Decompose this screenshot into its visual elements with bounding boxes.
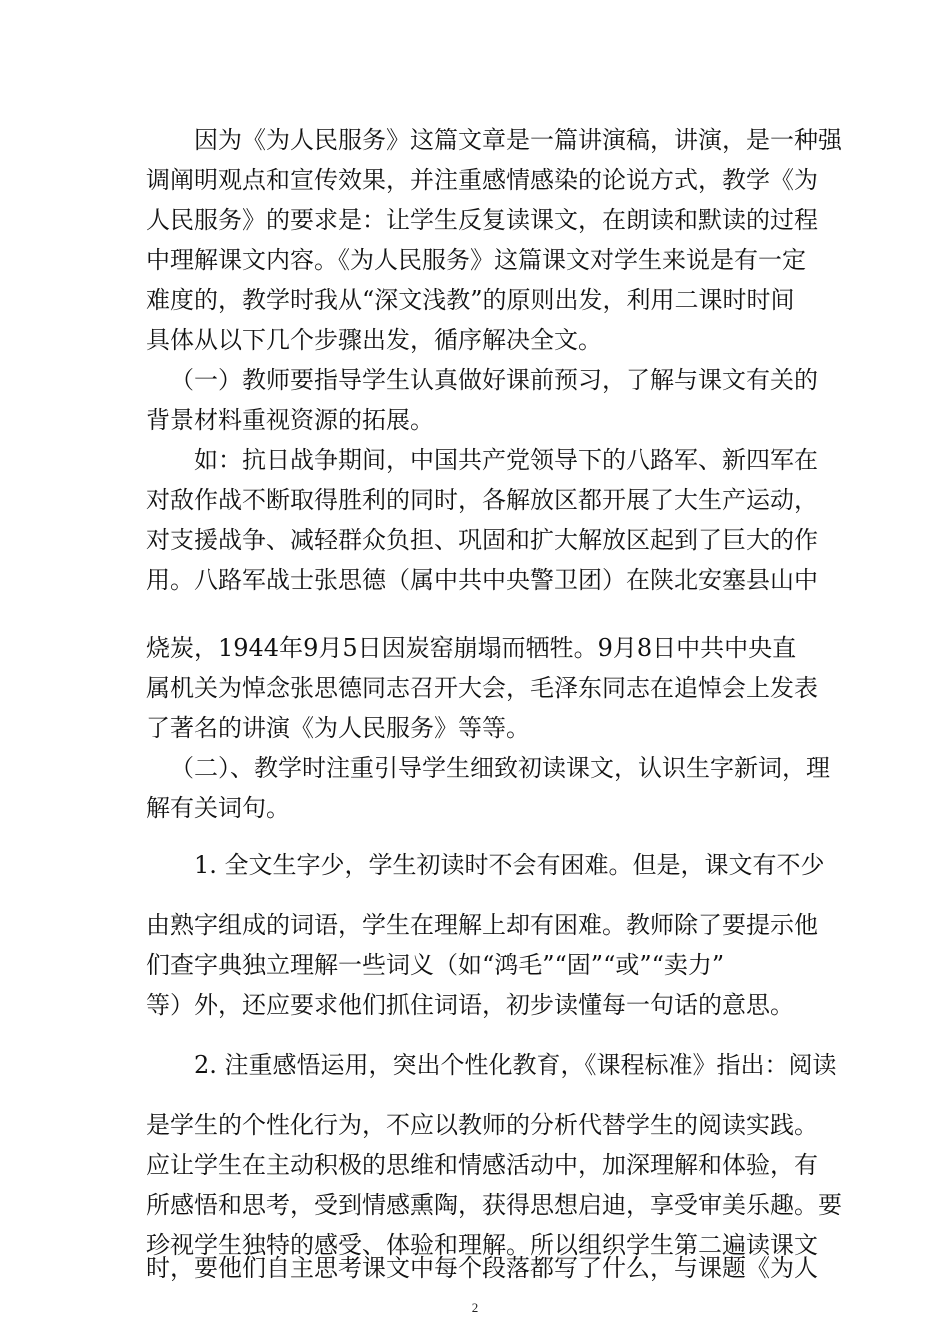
text-line: 2. 注重感悟运用，突出个性化教育，《课程标准》指出：阅读 bbox=[146, 1051, 837, 1079]
text-line: （一）教师要指导学生认真做好课前预习，了解与课文有关的 bbox=[170, 366, 818, 394]
page-number: 2 bbox=[471, 1300, 479, 1315]
text-line: 是学生的个性化行为，不应以教师的分析代替学生的阅读实践。 bbox=[146, 1111, 818, 1139]
text-line: 1. 全文生字少，学生初读时不会有困难。但是，课文有不少 bbox=[146, 851, 825, 879]
text-line: 具体从以下几个步骤出发，循序解决全文。 bbox=[146, 326, 602, 354]
text-line: 了著名的讲演《为人民服务》等等。 bbox=[146, 714, 530, 742]
text-line: 时，要他们自主思考课文中每个段落都写了什么，与课题《为人 bbox=[146, 1254, 818, 1282]
text-line: 用。八路军战士张思德（属中共中央警卫团）在陕北安塞县山中 bbox=[146, 566, 818, 594]
text-line: 解有关词句。 bbox=[146, 794, 290, 822]
text-line: 由熟字组成的词语，学生在理解上却有困难。教师除了要提示他 bbox=[146, 911, 818, 939]
text-line: 对敌作战不断取得胜利的同时，各解放区都开展了大生产运动， bbox=[146, 486, 818, 514]
text-line: 人民服务》的要求是：让学生反复读课文，在朗读和默读的过程 bbox=[146, 206, 818, 234]
text-line: 调阐明观点和宣传效果，并注重感情感染的论说方式，教学《为 bbox=[146, 166, 818, 194]
text-line: （二）、教学时注重引导学生细致初读课文，认识生字新词，理 bbox=[170, 754, 830, 782]
text-line: 等）外，还应要求他们抓住词语，初步读懂每一句话的意思。 bbox=[146, 991, 794, 1019]
text-line: 中理解课文内容。《为人民服务》这篇课文对学生来说是有一定 bbox=[146, 246, 806, 274]
text-line: 如：抗日战争期间，中国共产党领导下的八路军、新四军在 bbox=[146, 446, 818, 474]
text-line: 们查字典独立理解一些词义（如“鸿毛”“固”“或”“卖力” bbox=[146, 951, 725, 979]
text-line: 属机关为悼念张思德同志召开大会，毛泽东同志在追悼会上发表 bbox=[146, 674, 818, 702]
text-line: 应让学生在主动积极的思维和情感活动中，加深理解和体验，有 bbox=[146, 1151, 818, 1179]
text-line: 所感悟和思考，受到情感熏陶，获得思想启迪，享受审美乐趣。要 bbox=[146, 1191, 842, 1219]
text-line: 珍视学生独特的感受、体验和理解。所以组织学生第二遍读课文 bbox=[146, 1231, 818, 1259]
text-line: 对支援战争、减轻群众负担、巩固和扩大解放区起到了巨大的作 bbox=[146, 526, 818, 554]
text-line: 烧炭，1944年9月5日因炭窑崩塌而牺牲。9月8日中共中央直 bbox=[146, 634, 797, 662]
text-line: 背景材料重视资源的拓展。 bbox=[146, 406, 434, 434]
text-line: 难度的，教学时我从“深文浅教”的原则出发，利用二课时时间 bbox=[146, 286, 795, 314]
text-line: 因为《为人民服务》这篇文章是一篇讲演稿，讲演，是一种强 bbox=[146, 126, 842, 154]
